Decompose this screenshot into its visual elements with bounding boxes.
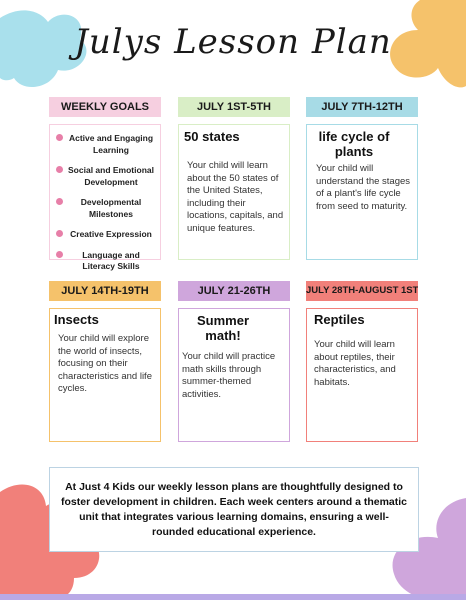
week5-header: JULY 28TH-AUGUST 1ST	[306, 281, 418, 301]
week3-header: JULY 14TH-19TH	[49, 281, 161, 301]
goal-label: Language and Literacy Skills	[82, 249, 140, 271]
goal-item	[56, 165, 154, 188]
week2-text: Your child will understand the stages of a plant's life cycle from seed to maturity.	[316, 163, 411, 212]
week1-header: JULY 1ST-5TH	[178, 97, 290, 117]
week3-text: Your child will explore the world of insects, focusing on their characteristics and life cycles.	[58, 333, 152, 394]
week1-box	[178, 124, 290, 260]
week1-title: 50 states	[184, 129, 240, 144]
goal-item	[56, 133, 154, 156]
week2-header: JULY 7TH-12TH	[306, 97, 418, 117]
bullet-icon	[56, 134, 63, 141]
week3-title: Insects	[54, 312, 99, 327]
goal-item	[56, 197, 154, 220]
week5-text: Your child will learn about reptiles, their characteristics, and habitats.	[314, 339, 396, 388]
week2-box	[306, 124, 418, 260]
weekly-goals-box	[49, 124, 161, 271]
goal-label: Active and Engaging Learning	[68, 133, 154, 155]
footer-box	[49, 467, 419, 552]
week2-title: life cycle of plants	[318, 129, 390, 159]
bullet-icon	[56, 198, 63, 205]
week4-box	[178, 308, 290, 442]
page-title: Julys Lesson Plan	[74, 22, 392, 62]
goal-item	[56, 250, 154, 273]
week3-box	[49, 308, 161, 442]
week4-title: Summer math!	[196, 313, 250, 343]
bullet-icon	[56, 251, 63, 258]
goal-label: Social and Emotional Development	[68, 165, 154, 187]
bottom-border	[0, 594, 466, 600]
week5-box	[306, 308, 418, 442]
goal-item	[56, 229, 154, 241]
week4-header: JULY 21-26TH	[178, 281, 290, 301]
week5-title: Reptiles	[314, 312, 365, 327]
bullet-icon	[56, 230, 63, 237]
goal-label: Creative Expression	[70, 229, 152, 239]
goal-label: Developmental Milestones	[80, 197, 142, 219]
bullet-icon	[56, 166, 63, 173]
week1-text: Your child will learn about the 50 states of the United States, including their locations, capitals, and unique features.	[187, 160, 284, 234]
footer-text: At Just 4 Kids our weekly lesson plans are thoughtfully designed to foster development in children. Each week centers around a thematic unit that integrates various learning domains, ensuring a well-rounded educational experience.	[60, 480, 408, 538]
week4-text: Your child will practice math skills through summer-themed activities.	[182, 351, 276, 400]
weekly-goals-header: WEEKLY GOALS	[49, 97, 161, 117]
goals-list	[50, 125, 160, 273]
